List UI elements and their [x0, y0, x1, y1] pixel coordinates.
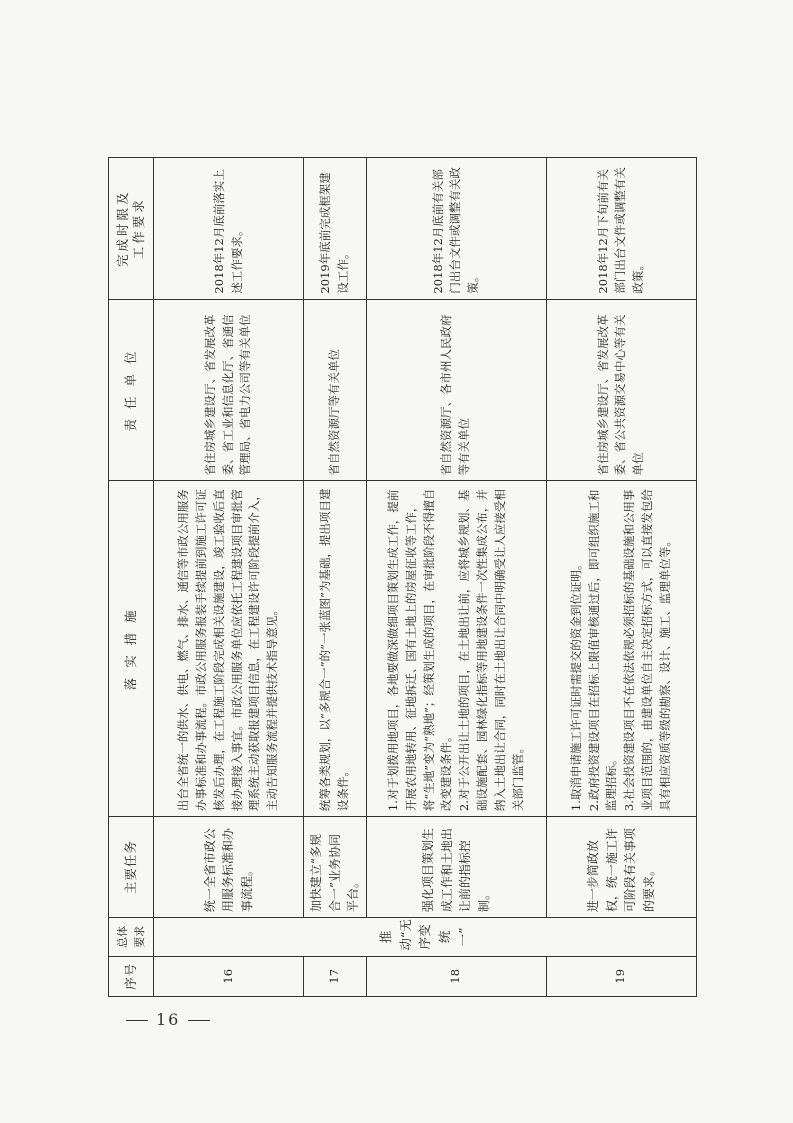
row-measures [546, 481, 696, 817]
group-requirement: 推动“无序变统一” [154, 918, 697, 956]
page-number-value: 16 [156, 1010, 181, 1029]
table-row [154, 158, 304, 997]
row-deadline: 2019年底前完成框架建设工作。 [304, 158, 367, 300]
row-number: 17 [304, 956, 367, 996]
landscape-table-frame [108, 157, 696, 997]
row-deadline: 2018年12月下旬前有关部门出台文件或调整有关政策。 [546, 158, 696, 300]
row-number: 18 [366, 956, 546, 996]
header-deadline-line1: 完成时限及 [114, 189, 130, 268]
row-number: 16 [154, 956, 304, 996]
row-unit: 省自然资源厅、各市州人民政府等有关单位 [366, 299, 546, 481]
table-row [366, 158, 546, 997]
row-deadline: 2018年12月底前落实上述工作要求。 [154, 158, 304, 300]
task-table [108, 157, 697, 997]
row-unit: 省住房城乡建设厅、省发展改革委、省工业和信息化厅、省通信管理局、省电力公司等有关单位 [154, 299, 304, 481]
header-measures: 落 实 措 施 [109, 481, 154, 817]
row-number: 19 [546, 956, 696, 996]
row-task: 加快建立“多规合一”业务协同平台。 [304, 817, 367, 918]
measure-item: 2.对于公开出让土地的项目，在土地出让前，应将城乡规划、基础设施配套、园林绿化指标等用地建设条件一次性集成公布，并纳入土地出让合同，同时在土地出让合同中明确受让人应接受相关部门监管。 [457, 489, 525, 812]
row-measures [366, 481, 546, 817]
row-unit: 省住房城乡建设厅、省发展改革委、省公共资源交易中心等有关单位 [546, 299, 696, 481]
header-requirement: 总体要求 [109, 918, 154, 956]
page-number-dash-right [188, 1020, 210, 1021]
row-measures [154, 481, 304, 817]
row-unit: 省自然资源厅等有关单位 [304, 299, 367, 481]
row-task: 强化项目策划生成工作和土地出让前的指标控制。 [366, 817, 546, 918]
measure-item: 1.取消申请施工许可证时需提交的资金到位证明。 [568, 558, 583, 812]
table-header-row [109, 158, 154, 997]
row-deadline: 2018年12月底前有关部门出台文件或调整有关政策。 [366, 158, 546, 300]
page-number [118, 1010, 218, 1029]
row-task: 统一全省市政公用服务标准和办事流程。 [154, 817, 304, 918]
table-row [546, 158, 696, 997]
measure-item: 出台全省统一的供水、供电、燃气、排水、通信等市政公用服务办事标准和办事流程。市政公用服务报装手续提前到施工许可证核发后办理，在工程施工阶段完成相关设施建设，竣工验收后直接办理接入事宜。市政公用服务单位应依托工程建设项目审批管理系统主动获取报建项目信息，在工程建设许可阶段提前介入，主动告知服务流程并提供技术指导意见。 [176, 489, 280, 812]
row-task: 进一步简政放权，统一施工许可阶段有关事项的要求。 [546, 817, 696, 918]
header-deadline [109, 158, 154, 300]
measure-item: 3.社会投资建设项目不在依法依规必须招标的基础设施和公用事业项目范围的，由建设单位自主决定招标方式，可以直接发包给具有相应资质等级的勘察、设计、施工、监理单位等。 [622, 489, 672, 812]
measure-item: 统筹各类规划，以“多规合一”的“一张蓝图”为基础，提出项目建设条件。 [318, 488, 350, 812]
header-deadline-line2: 工作要求 [131, 197, 146, 260]
rotated-table-wrapper [108, 157, 696, 997]
header-unit: 责 任 单 位 [109, 299, 154, 481]
measure-item: 2.政府投资建设项目在招标上限值审核通过后，即可组织施工和监理招标。 [586, 489, 619, 812]
page-number-dash-left [126, 1020, 148, 1021]
table-row [304, 158, 367, 997]
header-task: 主要任务 [109, 817, 154, 918]
header-no: 序号 [109, 956, 154, 996]
measure-item: 1.对于划拨用地项目，各地要做深做细项目策划生成工作，提前开展农用地转用、征地拆迁、国有土地上的房屋征收等工作，将“生地”变为“熟地”；经策划生成的项目，在审批阶段不得擅自改变建设条件。 [386, 488, 454, 812]
row-measures [304, 481, 367, 817]
